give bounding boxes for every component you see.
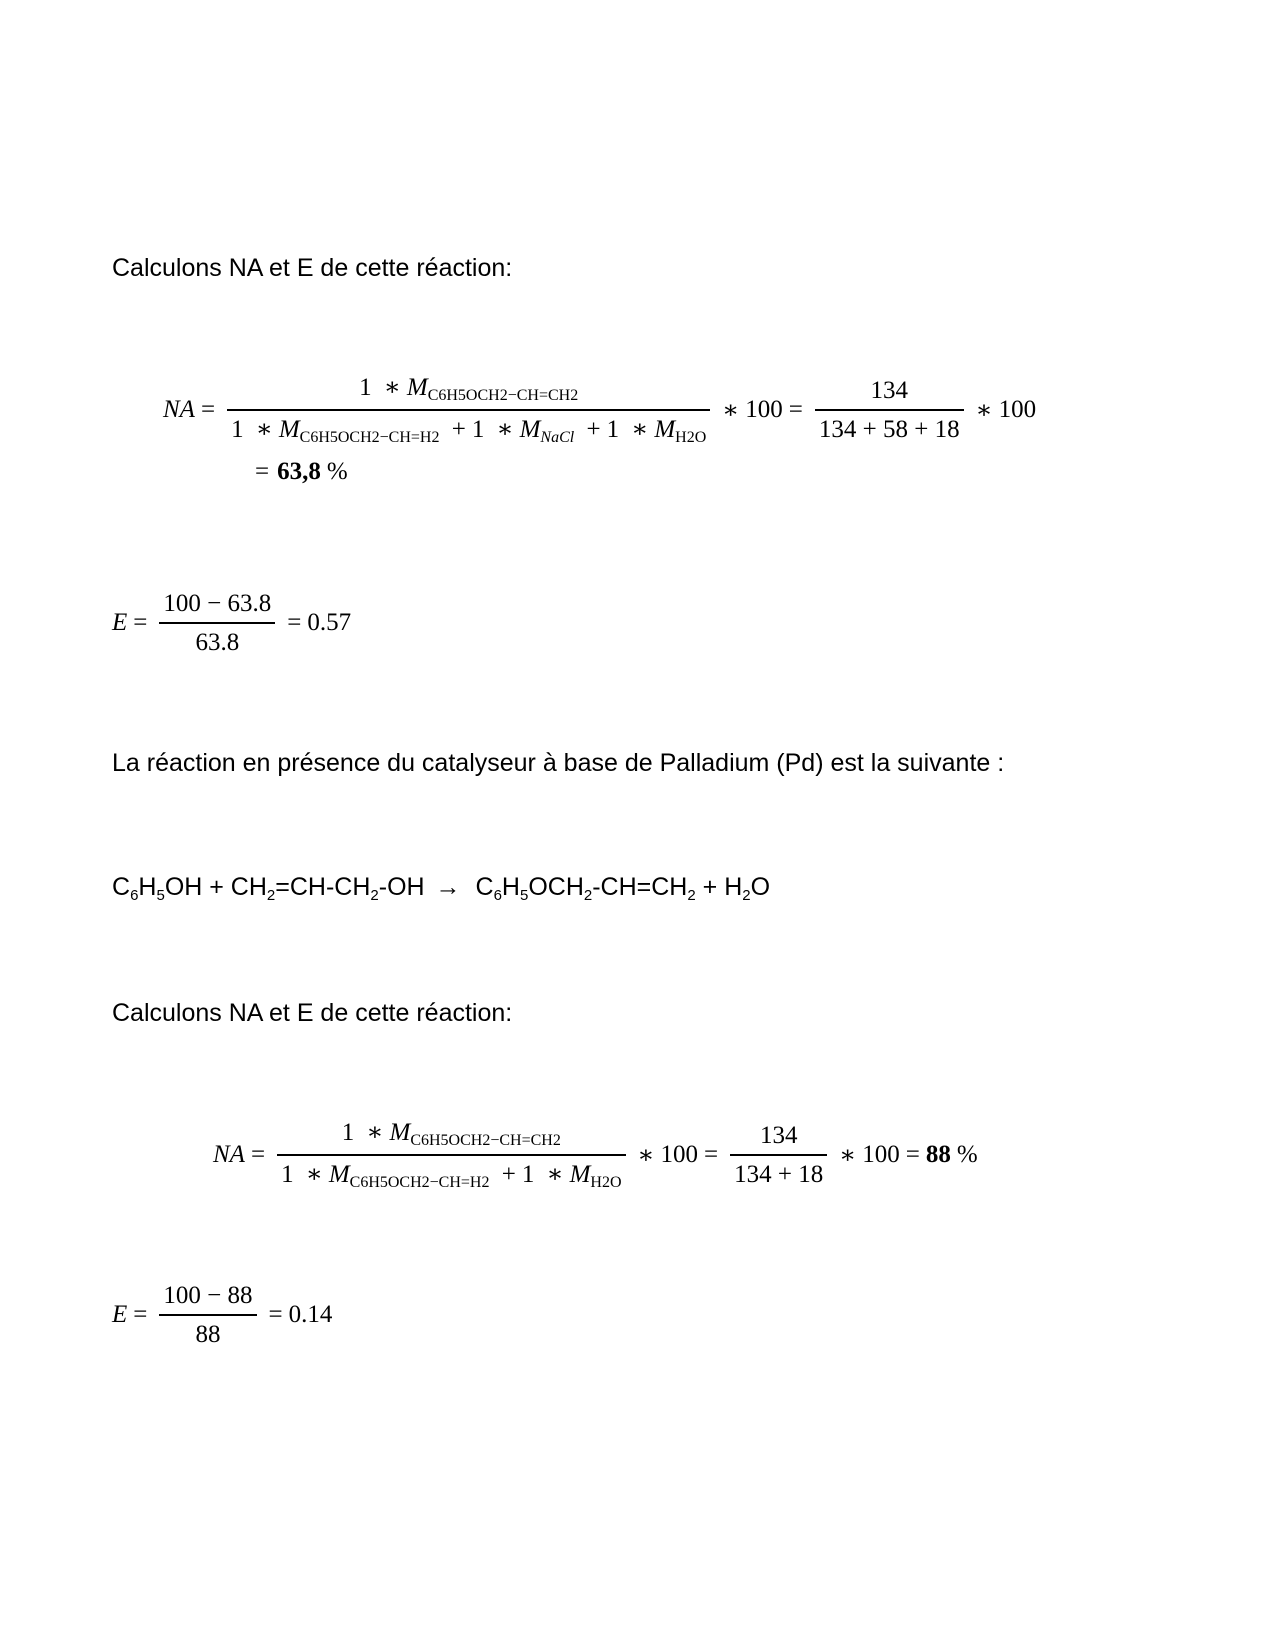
na-fraction-symbolic bbox=[277, 1117, 625, 1193]
nacl-subscript: NaCl bbox=[540, 429, 575, 446]
e-symbol: E bbox=[112, 1301, 128, 1329]
product-subscript: C6H5OCH2−CH=H2 bbox=[299, 429, 440, 446]
equation-na-1-result: = 63,8 % bbox=[255, 458, 348, 485]
paragraph-palladium: La réaction en présence du catalyseur à base de Palladium (Pd) est la suivante : bbox=[112, 749, 1005, 777]
na-symbol: NA bbox=[163, 396, 195, 423]
fraction-numerator: 1 ∗ $M_{C6H5OCH2-CH=CH2}$ bbox=[277, 1117, 625, 1156]
fraction-denominator: 1 ∗ $M_{C6H5OCH2-CH=H2} + 1$ ∗ $M_{H2O}$ bbox=[281, 1161, 622, 1191]
na-fraction-numeric: $\frac{134}{134 + 58 + 18}$ bbox=[815, 375, 964, 446]
equation-na-1: NA = 1 ∗ $M_{C6H5OCH2-CH=CH2}$ 1 ∗ $M_{C6H5OCH2-CH=H2} + 1$ ∗ $M_{NaCl} + 1$ ∗ $M_{H2O}$ ∗ 100 = $\frac{134}{134 + 58 + 18}$ ∗ 100 bbox=[163, 374, 1037, 446]
na-symbol: NA bbox=[213, 1141, 245, 1168]
na-result-value: 63,8 bbox=[277, 458, 321, 485]
e-symbol: E bbox=[112, 609, 128, 637]
paragraph-intro-1: Calculons NA et E de cette réaction: bbox=[112, 254, 513, 282]
product-subscript: C6H5OCH2−CH=CH2 bbox=[410, 1132, 561, 1149]
e-result: 0.57 bbox=[307, 609, 352, 637]
e-result: 0.14 bbox=[288, 1301, 333, 1329]
na-result-value: 88 bbox=[925, 1141, 951, 1168]
na-fraction-symbolic bbox=[227, 372, 710, 448]
e-fraction: $\frac{100 - 88}{88}$ bbox=[159, 1280, 256, 1351]
water-subscript: H2O bbox=[590, 1174, 622, 1191]
reaction-arrow-icon: → bbox=[435, 873, 461, 901]
water-subscript: H2O bbox=[675, 429, 707, 446]
equation-na-2: NA = $\frac{1 ∗ M_{C6H5OCH2-CH=CH2}}{1 ∗ M_{C6H5OCH2-CH=H2} + 1 ∗ M_{H2O}}$ ∗ 100 = $\frac{134}{134 + 18}$ ∗ 100 = 88 % bbox=[213, 1119, 978, 1191]
equation-e-2: E = $\frac{100 - 88}{88}$ = 0.14 bbox=[112, 1280, 332, 1351]
fraction-denominator: 1 ∗ $M_{C6H5OCH2-CH=H2} + 1$ ∗ $M_{NaCl} + 1$ ∗ $M_{H2O}$ bbox=[231, 416, 707, 446]
equation-e-1: E = $\frac{100 - 63.8}{63.8}$ = 0.57 bbox=[112, 588, 351, 659]
product-subscript: C6H5OCH2−CH=H2 bbox=[349, 1174, 490, 1191]
na-fraction-numeric: $\frac{134}{134 + 18}$ bbox=[730, 1120, 827, 1191]
fraction-numerator: 1 ∗ $M_{C6H5OCH2-CH=CH2}$ bbox=[227, 372, 710, 411]
product-subscript: C6H5OCH2−CH=CH2 bbox=[427, 387, 579, 404]
chemical-reaction: $C_6H_5OH + CH_2=CH-CH_2-OH \to C_6H_5OCH_2-CH=CH_2 + H_2O$ bbox=[112, 873, 771, 904]
e-fraction: $\frac{100 - 63.8}{63.8}$ bbox=[159, 588, 275, 659]
paragraph-intro-2: Calculons NA et E de cette réaction: bbox=[112, 999, 513, 1027]
equals-sign: = bbox=[200, 396, 216, 423]
